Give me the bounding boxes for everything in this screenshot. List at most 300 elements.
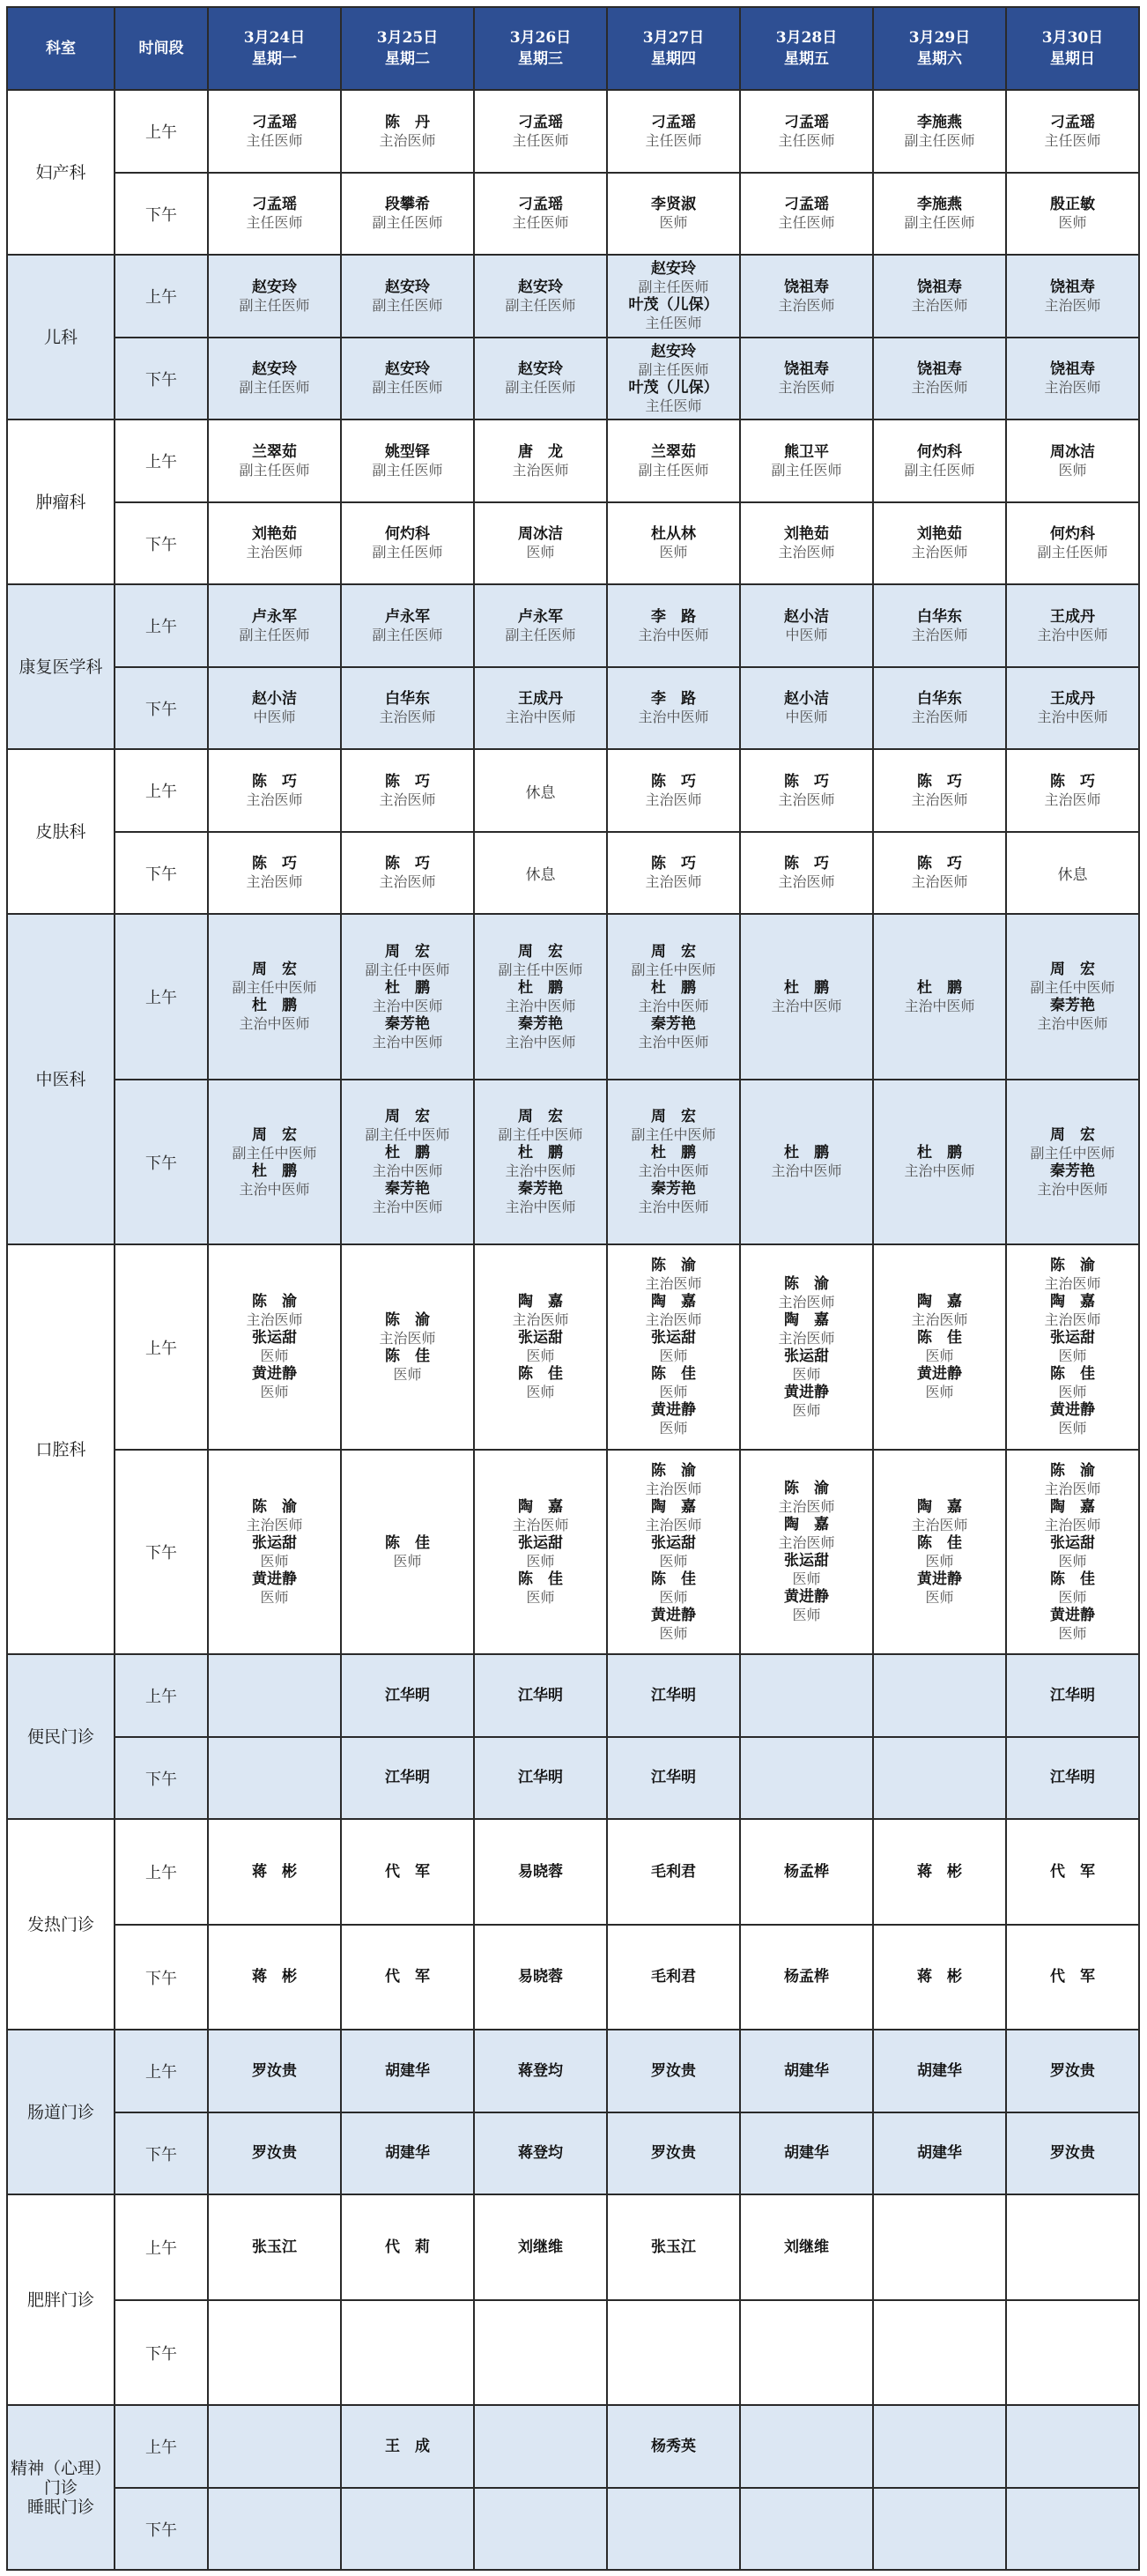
doctor-name: 杜 鹏	[252, 997, 297, 1014]
doctor-list	[1007, 1257, 1138, 1437]
doctor-list	[608, 343, 739, 415]
shift-cell	[873, 2405, 1006, 2488]
schedule-row	[7, 1244, 1139, 1450]
doctor-name: 杜 鹏	[784, 978, 829, 997]
doctor-name: 罗汝贵	[252, 2144, 297, 2162]
dept-name-cell: 精神（心理）门诊 睡眠门诊	[7, 2405, 115, 2570]
doctor-name: 陶 嘉	[651, 1293, 696, 1310]
doctor-list	[1007, 1863, 1138, 1882]
doctor-list	[342, 608, 473, 644]
doctor-list	[608, 1257, 739, 1437]
doctor-title: 主治医师	[778, 379, 835, 396]
shift-cell	[208, 1244, 341, 1450]
doctor-title: 副主任中医师	[232, 1144, 317, 1162]
doctor-name: 陈 巧	[385, 855, 430, 872]
doctor-name: 周 宏	[1050, 961, 1095, 978]
doctor-title: 主治中医师	[372, 1033, 443, 1050]
header-day-3	[474, 7, 607, 90]
doctor-name: 王成丹	[518, 690, 563, 708]
doctor-title: 医师	[1058, 1420, 1087, 1436]
shift-cell	[341, 1654, 474, 1737]
doctor-title: 主治医师	[379, 873, 436, 890]
doctor-name: 江华明	[385, 1686, 430, 1704]
shift-cell	[607, 1450, 740, 1654]
shift-cell	[607, 667, 740, 749]
doctor-list	[608, 260, 739, 332]
doctor-title: 医师	[1058, 1624, 1087, 1642]
shift-cell	[1006, 90, 1139, 173]
doctor-list	[741, 443, 872, 479]
shift-cell	[740, 1450, 873, 1654]
doctor-name: 秦芳艳	[518, 1014, 563, 1033]
shift-cell	[607, 2112, 740, 2194]
shift-cell	[740, 832, 873, 914]
doctor-name: 陶 嘉	[518, 1293, 563, 1310]
schedule-row	[7, 2300, 1139, 2405]
doctor-list	[342, 1534, 473, 1570]
shift-cell	[1006, 2194, 1139, 2300]
doctor-title: 副主任中医师	[1030, 979, 1115, 996]
doctor-title: 医师	[659, 1624, 688, 1642]
doctor-list	[209, 2062, 340, 2081]
shift-cell	[740, 502, 873, 584]
doctor-list	[209, 525, 340, 561]
doctor-name: 秦芳艳	[1050, 997, 1095, 1014]
duty-schedule-table	[6, 6, 1140, 2571]
doctor-title: 主治医师	[1044, 296, 1101, 314]
dept-name-cell: 便民门诊	[7, 1654, 115, 1819]
doctor-title: 副主任医师	[904, 214, 975, 231]
shift-cell	[341, 255, 474, 338]
doctor-name: 饶祖寿	[1050, 360, 1095, 378]
doctor-name: 何灼科	[1050, 525, 1095, 543]
doctor-name: 胡建华	[385, 2061, 430, 2080]
shift-cell	[873, 914, 1006, 1080]
shift-cell	[607, 832, 740, 914]
doctor-list	[874, 360, 1005, 397]
doctor-title: 副主任医师	[239, 461, 310, 479]
shift-cell	[873, 2112, 1006, 2194]
doctor-list	[342, 525, 473, 561]
doctor-title: 医师	[526, 1347, 555, 1364]
doctor-name: 陶 嘉	[917, 1293, 962, 1310]
doctor-title: 主治医师	[1044, 1480, 1101, 1497]
doctor-name: 黄进静	[1050, 1606, 1095, 1624]
doctor-name: 赵安玲	[651, 342, 696, 360]
doctor-name: 江华明	[1050, 1769, 1095, 1786]
doctor-list	[342, 196, 473, 232]
shift-cell	[474, 2194, 607, 2300]
shift-cell	[607, 1737, 740, 1819]
shift-cell	[208, 1450, 341, 1654]
shift-cell	[607, 255, 740, 338]
shift-cell	[740, 2488, 873, 2570]
doctor-title: 主治医师	[911, 296, 968, 314]
doctor-title: 医师	[1058, 1588, 1087, 1606]
doctor-title: 医师	[260, 1347, 289, 1364]
shift-cell	[607, 173, 740, 255]
schedule-row	[7, 584, 1139, 667]
doctor-title: 副主任医师	[239, 379, 310, 396]
doctor-list	[475, 2144, 606, 2163]
header-row	[7, 7, 1139, 90]
doctor-name: 张运甜	[651, 1329, 696, 1347]
shift-cell	[1006, 419, 1139, 502]
doctor-title: 主治医师	[379, 131, 436, 149]
doctor-list	[1007, 525, 1138, 561]
schedule-row	[7, 173, 1139, 255]
doctor-title: 主任医师	[1044, 131, 1101, 149]
doctor-title: 医师	[526, 1552, 555, 1570]
doctor-name: 刘艳茹	[252, 525, 297, 543]
doctor-title: 主治医师	[645, 873, 702, 890]
doctor-title: 主治中医师	[638, 626, 709, 643]
doctor-name: 唐 龙	[518, 442, 563, 461]
doctor-name: 黄进静	[252, 1570, 297, 1588]
doctor-title: 主治中医师	[505, 1162, 576, 1179]
shift-cell	[607, 749, 740, 832]
shift-cell	[873, 502, 1006, 584]
doctor-title: 主治中医师	[372, 1162, 443, 1179]
shift-cell	[740, 749, 873, 832]
shift-cell	[873, 832, 1006, 914]
dept-name-cell: 儿科	[7, 255, 115, 419]
doctor-name: 周 宏	[252, 1125, 297, 1144]
doctor-list	[608, 1462, 739, 1643]
doctor-list	[741, 114, 872, 150]
doctor-list	[342, 773, 473, 809]
doctor-list	[475, 1108, 606, 1216]
doctor-title: 医师	[792, 1570, 821, 1587]
shift-cell	[474, 1654, 607, 1737]
shift-cell	[474, 1080, 607, 1244]
doctor-name: 黄进静	[651, 1401, 696, 1419]
doctor-name: 陶 嘉	[1050, 1293, 1095, 1310]
doctor-title: 主治中医师	[505, 1033, 576, 1050]
shift-cell	[1006, 2030, 1139, 2112]
shift-cell	[740, 1737, 873, 1819]
doctor-title: 医师	[925, 1347, 954, 1364]
schedule-row	[7, 2030, 1139, 2112]
session-cell: 上午	[115, 1244, 208, 1450]
doctor-title: 副主任医师	[904, 461, 975, 479]
doctor-list	[209, 855, 340, 891]
doctor-list	[209, 2144, 340, 2163]
doctor-title: 主治医师	[911, 626, 968, 643]
schedule-row	[7, 749, 1139, 832]
doctor-name: 杜 鹏	[385, 978, 430, 997]
rest-note: 休息	[1057, 866, 1088, 884]
doctor-title: 主治医师	[778, 873, 835, 890]
doctor-name: 杜从林	[651, 525, 696, 543]
doctor-list	[342, 943, 473, 1051]
doctor-name: 江华明	[1050, 1686, 1095, 1704]
header-weekday: 星期四	[651, 50, 696, 68]
schedule-row	[7, 914, 1139, 1080]
shift-cell	[208, 2488, 341, 2570]
doctor-list	[741, 855, 872, 891]
doctor-name: 张运甜	[518, 1533, 563, 1552]
doctor-title: 副主任医师	[505, 379, 576, 396]
doctor-list	[741, 278, 872, 315]
doctor-title: 主治医师	[1044, 791, 1101, 808]
doctor-name: 陈 丹	[385, 113, 430, 131]
doctor-title: 主治中医师	[1037, 1015, 1108, 1032]
doctor-list	[475, 114, 606, 150]
doctor-name: 卢永军	[385, 607, 430, 626]
doctor-title: 医师	[659, 214, 688, 231]
shift-cell	[208, 338, 341, 419]
doctor-list	[475, 2238, 606, 2257]
shift-cell	[474, 2030, 607, 2112]
doctor-list	[741, 525, 872, 561]
doctor-list	[209, 1968, 340, 1986]
doctor-list	[342, 1769, 473, 1787]
doctor-name: 陶 嘉	[651, 1497, 696, 1516]
doctor-list	[1007, 1462, 1138, 1643]
doctor-title: 副主任医师	[771, 461, 842, 479]
shift-cell	[341, 584, 474, 667]
shift-cell	[208, 2405, 341, 2488]
doctor-name: 胡建华	[917, 2144, 962, 2162]
schedule-row	[7, 502, 1139, 584]
doctor-name: 陶 嘉	[1050, 1497, 1095, 1516]
doctor-list	[608, 1968, 739, 1986]
shift-cell	[873, 1080, 1006, 1244]
doctor-name: 代 军	[385, 1968, 430, 1986]
shift-cell	[740, 173, 873, 255]
shift-cell	[1006, 502, 1139, 584]
doctor-list	[874, 1293, 1005, 1401]
doctor-list	[608, 1769, 739, 1787]
doctor-name: 饶祖寿	[784, 360, 829, 378]
doctor-name: 赵安玲	[252, 278, 297, 296]
doctor-name: 毛利君	[651, 1862, 696, 1881]
doctor-title: 主治医师	[645, 1275, 702, 1292]
shift-cell	[341, 749, 474, 832]
doctor-name: 李 路	[651, 690, 696, 708]
doctor-title: 医师	[925, 1552, 954, 1570]
doctor-name: 刁孟瑶	[784, 196, 829, 213]
doctor-list	[1007, 773, 1138, 809]
shift-cell	[208, 173, 341, 255]
shift-cell	[1006, 1654, 1139, 1737]
shift-cell	[208, 2112, 341, 2194]
dept-name-cell: 肿瘤科	[7, 419, 115, 584]
doctor-title: 主治医师	[911, 1311, 968, 1328]
doctor-title: 主任医师	[645, 131, 702, 149]
doctor-name: 蒋 彬	[252, 1862, 297, 1881]
shift-cell	[873, 419, 1006, 502]
doctor-name: 周 宏	[651, 1108, 696, 1125]
doctor-title: 主治中医师	[1037, 709, 1108, 725]
doctor-name: 陈 渝	[651, 1257, 696, 1274]
doctor-list	[1007, 443, 1138, 479]
shift-cell	[873, 2300, 1006, 2405]
shift-cell	[208, 749, 341, 832]
doctor-list	[874, 1498, 1005, 1607]
doctor-list	[608, 443, 739, 479]
doctor-name: 赵安玲	[252, 360, 297, 378]
doctor-name: 陈 巧	[385, 772, 430, 791]
doctor-title: 副主任医师	[372, 214, 443, 231]
doctor-title: 医师	[1058, 461, 1087, 479]
rest-note: 休息	[525, 783, 556, 802]
doctor-name: 周 宏	[252, 961, 297, 978]
doctor-title: 副主任医师	[372, 626, 443, 643]
doctor-list	[475, 1769, 606, 1787]
doctor-title: 副主任中医师	[498, 1126, 583, 1143]
doctor-name: 周 宏	[518, 1108, 563, 1125]
shift-cell	[341, 2488, 474, 2570]
doctor-name: 代 军	[385, 1862, 430, 1881]
shift-cell	[208, 2194, 341, 2300]
doctor-name: 蒋 彬	[917, 1862, 962, 1881]
doctor-list	[608, 2062, 739, 2081]
doctor-title: 主治医师	[379, 1329, 436, 1347]
dept-name-cell: 发热门诊	[7, 1819, 115, 2030]
doctor-name: 周 宏	[518, 942, 563, 961]
shift-cell	[474, 2112, 607, 2194]
doctor-title: 医师	[792, 1401, 821, 1419]
doctor-list	[874, 1144, 1005, 1180]
doctor-name: 黄进静	[917, 1365, 962, 1383]
shift-cell	[341, 1244, 474, 1450]
shift-cell	[474, 90, 607, 173]
doctor-title: 主治医师	[778, 544, 835, 560]
header-date: 3月27日	[642, 29, 705, 47]
doctor-name: 张玉江	[651, 2238, 696, 2256]
doctor-title: 医师	[260, 1588, 289, 1606]
session-cell: 上午	[115, 255, 208, 338]
doctor-name: 李 路	[651, 607, 696, 626]
doctor-list	[475, 2062, 606, 2081]
doctor-list	[1007, 196, 1138, 232]
doctor-name: 殷正敏	[1050, 196, 1095, 213]
doctor-name: 蒋 彬	[252, 1968, 297, 1986]
doctor-list	[608, 943, 739, 1051]
doctor-title: 医师	[260, 1552, 289, 1570]
shift-cell	[1006, 1450, 1139, 1654]
doctor-list	[1007, 2144, 1138, 2163]
header-day-2	[341, 7, 474, 90]
doctor-list	[475, 1968, 606, 1986]
doctor-list	[209, 443, 340, 479]
shift-cell	[474, 1819, 607, 1925]
shift-cell	[341, 338, 474, 419]
schedule-body	[7, 90, 1139, 2570]
shift-cell	[474, 832, 607, 914]
doctor-name: 秦芳艳	[651, 1180, 696, 1198]
doctor-name: 杨秀英	[651, 2437, 696, 2455]
doctor-name: 饶祖寿	[917, 278, 962, 296]
shift-cell	[607, 1654, 740, 1737]
shift-cell	[740, 2030, 873, 2112]
doctor-name: 刘继维	[784, 2238, 829, 2256]
shift-cell	[607, 502, 740, 584]
doctor-title: 副主任医师	[239, 296, 310, 314]
shift-cell	[873, 255, 1006, 338]
session-cell: 下午	[115, 2300, 208, 2405]
shift-cell	[341, 419, 474, 502]
doctor-title: 医师	[393, 1552, 422, 1570]
header-day-1	[208, 7, 341, 90]
session-cell: 下午	[115, 1925, 208, 2030]
doctor-name: 陈 巧	[784, 772, 829, 791]
shift-cell	[341, 1080, 474, 1244]
doctor-list	[342, 1687, 473, 1705]
doctor-list	[475, 690, 606, 726]
shift-cell	[208, 90, 341, 173]
doctor-list	[741, 1968, 872, 1986]
doctor-list	[209, 690, 340, 726]
doctor-title: 主治医师	[778, 791, 835, 808]
doctor-list	[342, 1311, 473, 1384]
header-weekday: 星期日	[1050, 50, 1095, 68]
shift-cell	[740, 1925, 873, 2030]
doctor-name: 张运甜	[1050, 1533, 1095, 1552]
doctor-title: 主治医师	[645, 1516, 702, 1533]
doctor-name: 胡建华	[784, 2144, 829, 2162]
shift-cell	[208, 584, 341, 667]
shift-cell	[873, 90, 1006, 173]
shift-cell	[740, 667, 873, 749]
doctor-title: 医师	[925, 1384, 954, 1400]
doctor-name: 陶 嘉	[917, 1497, 962, 1516]
doctor-title: 主治医师	[1044, 1311, 1101, 1328]
doctor-title: 主治中医师	[638, 1162, 709, 1179]
shift-cell	[740, 2112, 873, 2194]
doctor-name: 陈 佳	[385, 1347, 430, 1365]
doctor-title: 医师	[925, 1588, 954, 1606]
schedule-row	[7, 2194, 1139, 2300]
shift-cell	[208, 1737, 341, 1819]
shift-cell	[474, 1450, 607, 1654]
doctor-list	[475, 1498, 606, 1607]
doctor-name: 江华明	[518, 1686, 563, 1704]
header-weekday: 星期一	[252, 50, 297, 68]
doctor-name: 周 宏	[1050, 1125, 1095, 1144]
doctor-list	[741, 979, 872, 1015]
doctor-name: 陈 佳	[917, 1329, 962, 1347]
doctor-list	[608, 1108, 739, 1216]
doctor-list	[874, 525, 1005, 561]
doctor-name: 刘继维	[518, 2238, 563, 2256]
doctor-title: 医师	[659, 1420, 688, 1436]
doctor-list	[209, 773, 340, 809]
doctor-title: 副主任中医师	[365, 961, 450, 978]
shift-cell	[341, 2030, 474, 2112]
doctor-name: 张运甜	[252, 1533, 297, 1552]
doctor-name: 陈 佳	[651, 1365, 696, 1383]
doctor-name: 黄进静	[784, 1383, 829, 1401]
doctor-name: 张运甜	[252, 1329, 297, 1347]
doctor-list	[874, 278, 1005, 315]
shift-cell	[1006, 1819, 1139, 1925]
doctor-name: 赵安玲	[518, 278, 563, 296]
shift-cell	[607, 2300, 740, 2405]
doctor-list	[741, 773, 872, 809]
doctor-name: 杨孟桦	[784, 1862, 829, 1881]
shift-cell	[208, 914, 341, 1080]
session-cell: 下午	[115, 1080, 208, 1244]
schedule-row	[7, 667, 1139, 749]
doctor-title: 副主任医师	[638, 278, 709, 295]
shift-cell	[873, 1244, 1006, 1450]
shift-cell	[873, 1925, 1006, 2030]
doctor-name: 杜 鹏	[518, 1144, 563, 1162]
doctor-list	[1007, 1126, 1138, 1199]
